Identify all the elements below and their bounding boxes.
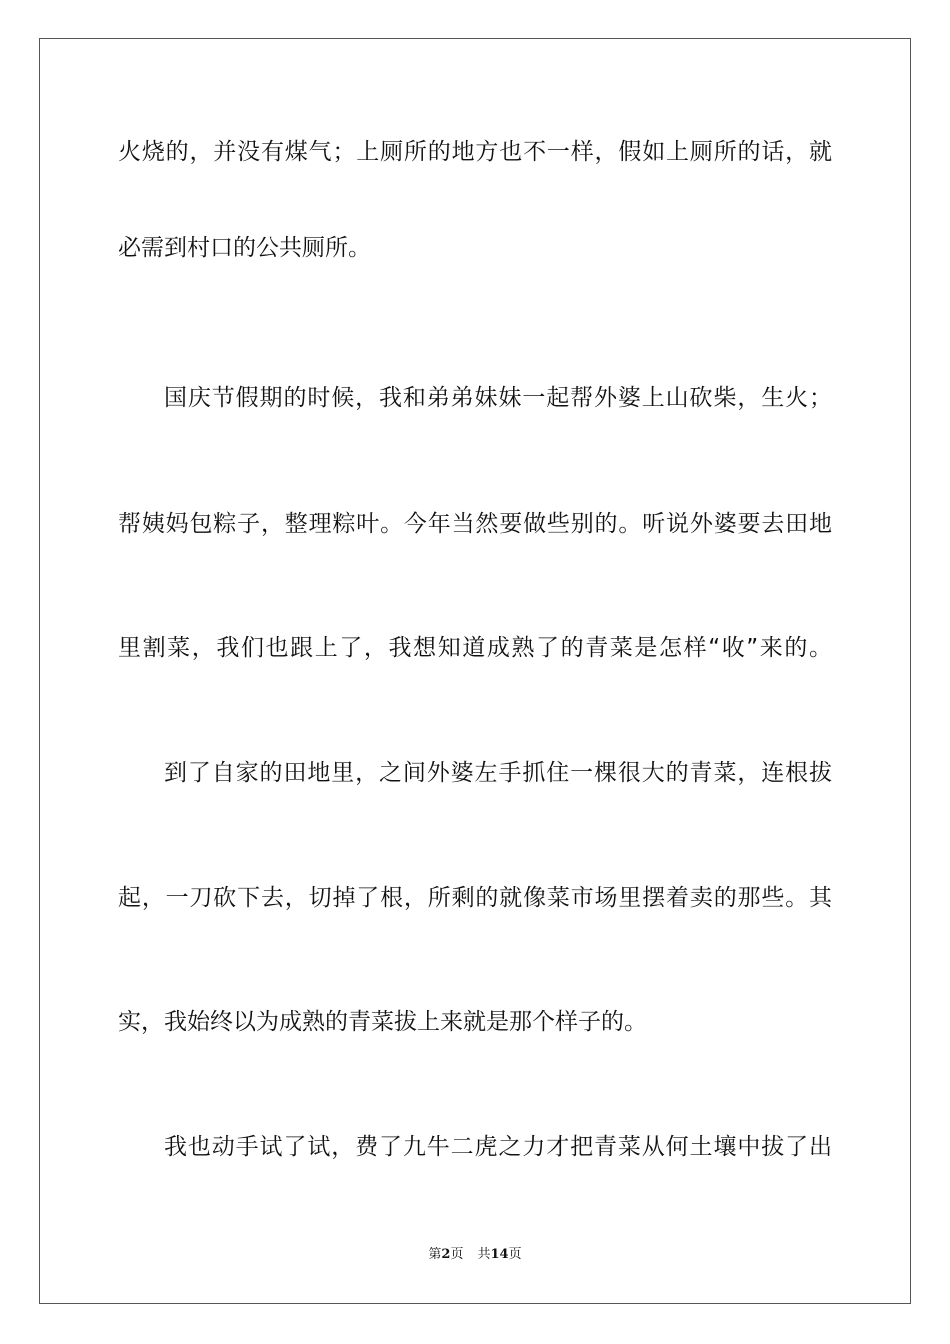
text-line-5: 里割菜，我们也跟上了，我想知道成熟了的青菜是怎样“收”来的。	[118, 635, 832, 661]
text-line-2: 必需到村口的公共厕所。	[118, 235, 371, 261]
page-border	[39, 38, 911, 1304]
paragraph-start-line-3: 国庆节假期的时候，我和弟弟妹妹一起帮外婆上山砍柴，生火；	[164, 385, 832, 411]
page-footer	[0, 1246, 950, 1264]
text-line-4: 帮姨妈包粽子，整理粽叶。今年当然要做些别的。听说外婆要去田地	[118, 511, 832, 537]
paragraph-start-line-6: 到了自家的田地里，之间外婆左手抓住一棵很大的青菜，连根拔	[164, 760, 832, 786]
footer-current-page: 2	[441, 1247, 451, 1262]
footer-total-suffix: 页	[508, 1247, 522, 1262]
footer-page-label: 页	[450, 1247, 464, 1262]
paragraph-start-line-9: 我也动手试了试，费了九牛二虎之力才把青菜从何土壤中拔了出	[164, 1134, 832, 1160]
footer-total-pages: 14	[490, 1247, 509, 1262]
footer-total-prefix: 共	[477, 1247, 491, 1262]
footer-prefix: 第	[428, 1247, 442, 1262]
text-line-1: 火烧的，并没有煤气；上厕所的地方也不一样，假如上厕所的话，就	[118, 139, 832, 165]
text-line-8: 实，我始终以为成熟的青菜拔上来就是那个样子的。	[118, 1009, 647, 1035]
text-line-7: 起，一刀砍下去，切掉了根，所剩的就像菜市场里摆着卖的那些。其	[118, 885, 832, 911]
